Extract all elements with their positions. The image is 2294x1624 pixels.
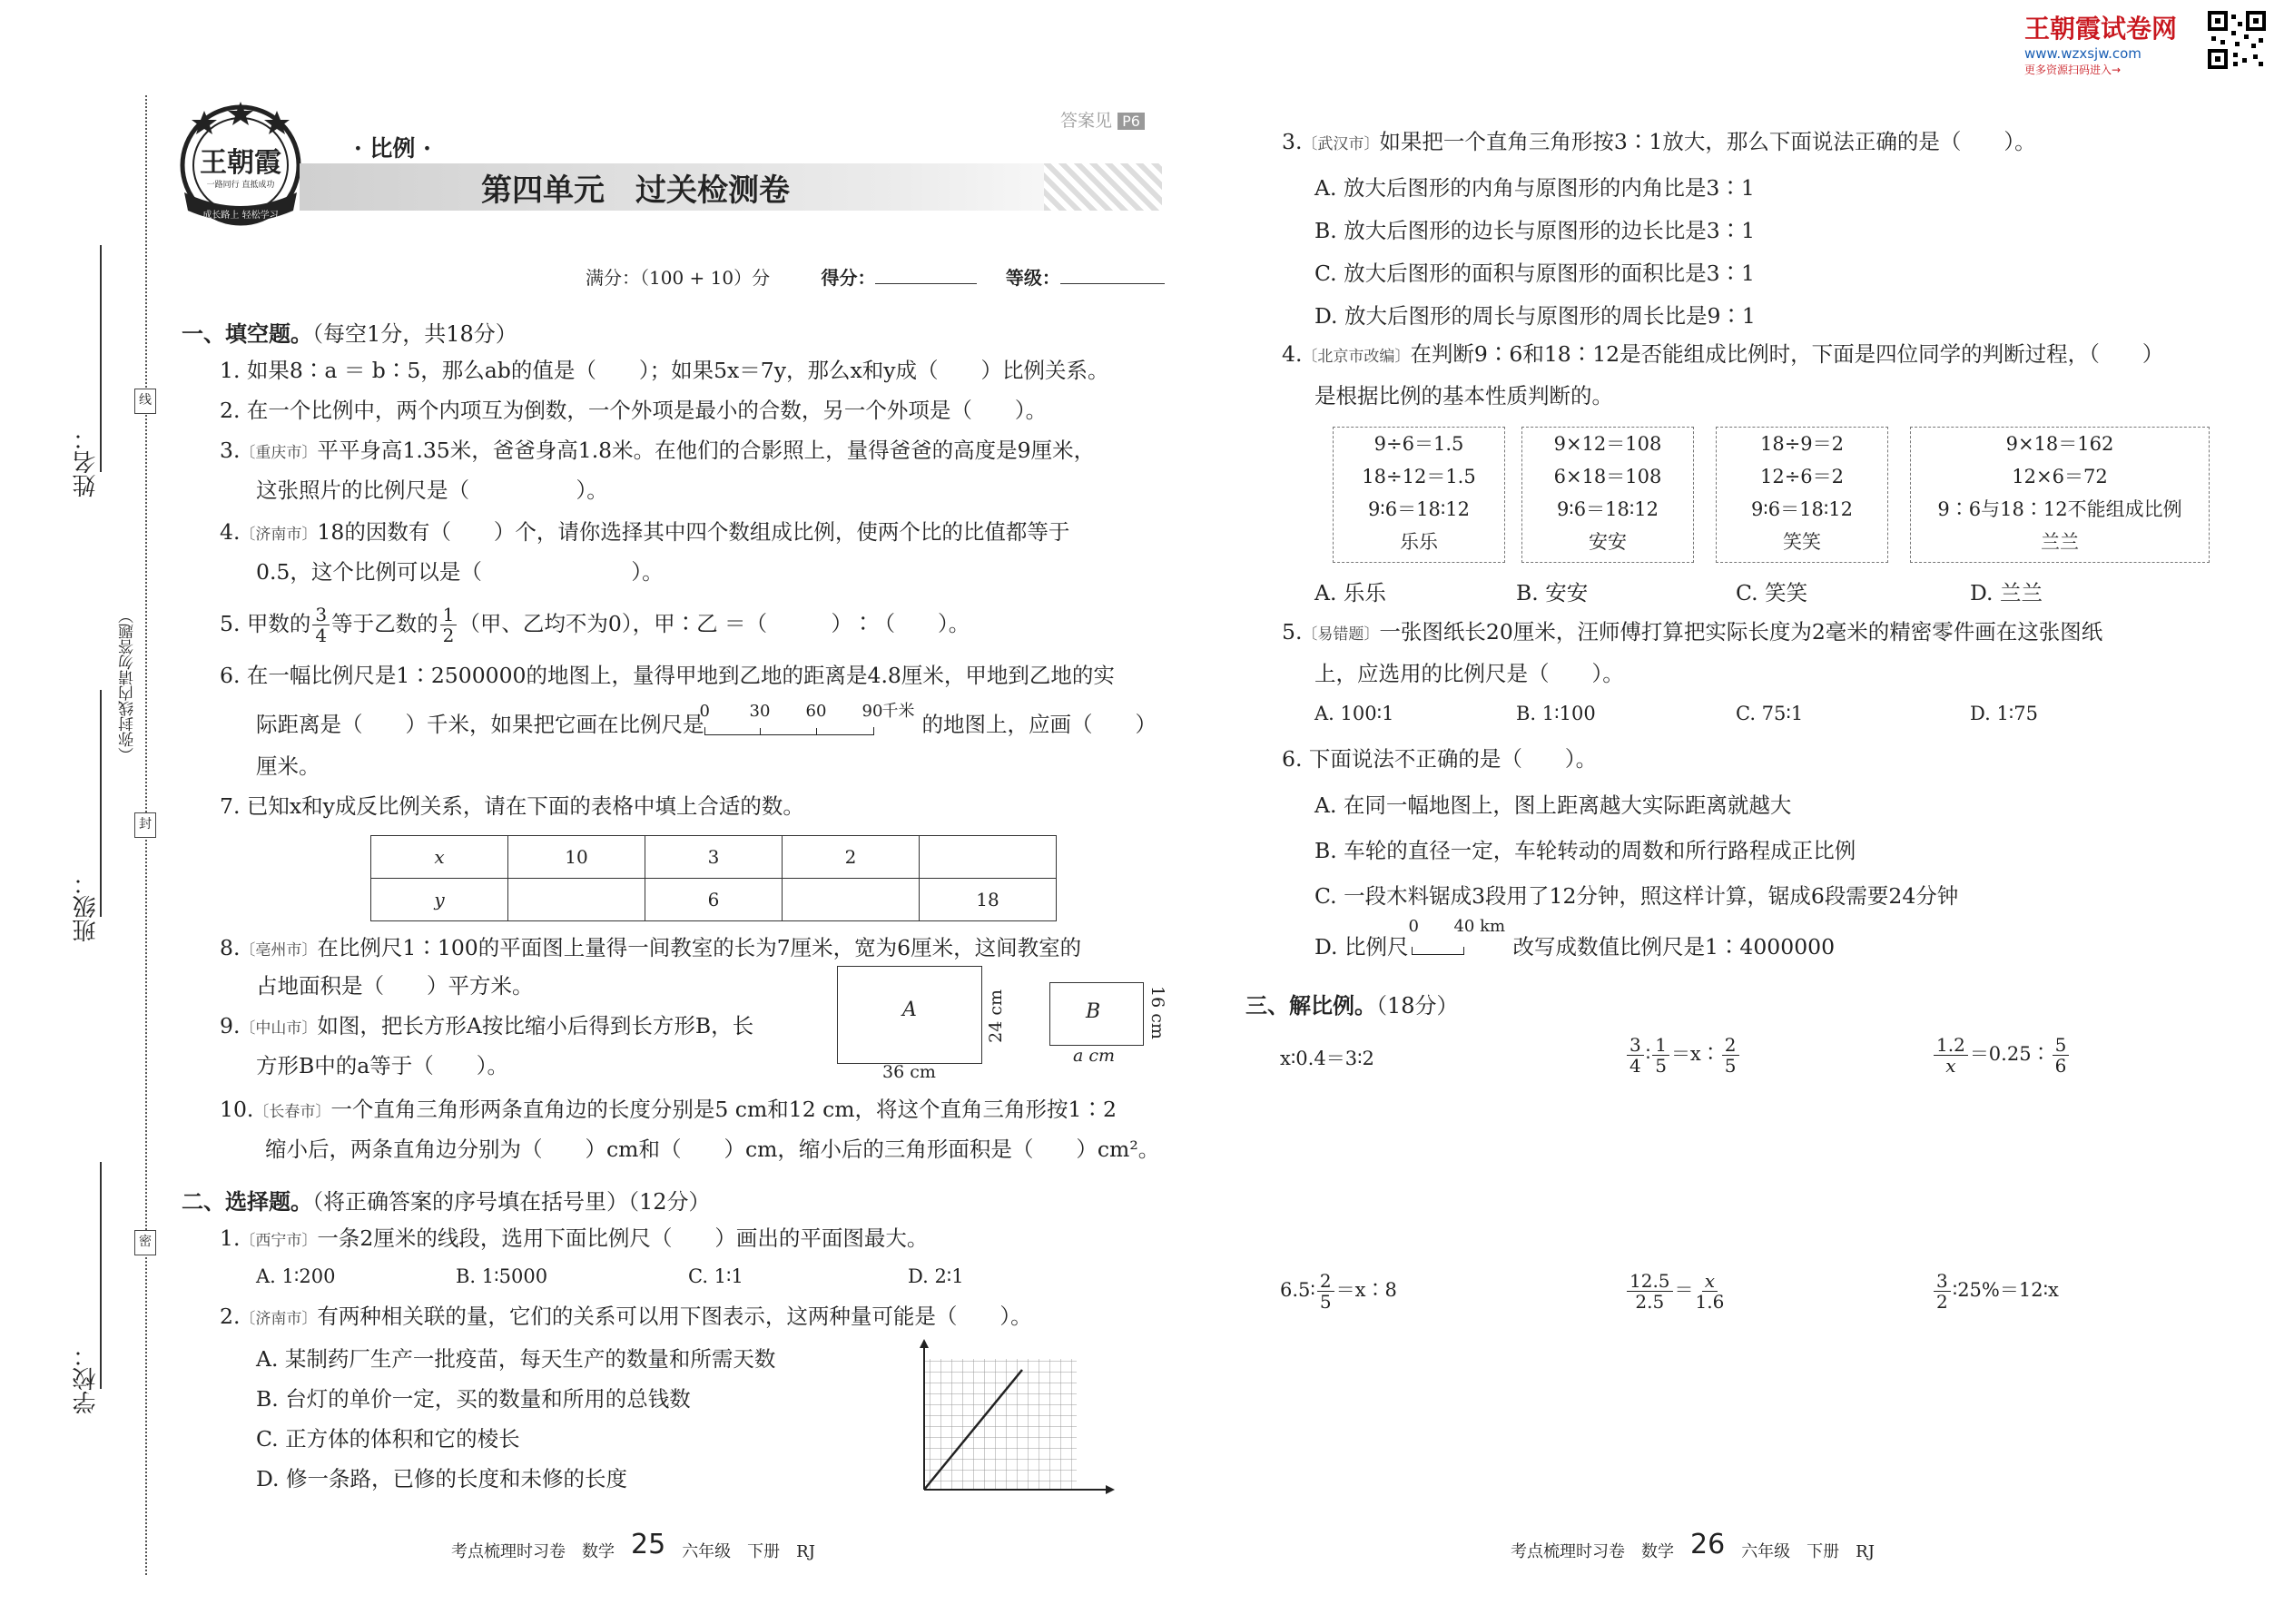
box-line: 6×18＝108 [1553,466,1662,487]
s2-q6-d-pre: D. 比例尺 [1314,934,1409,960]
s2-q4-opt-d[interactable]: D. 兰兰 [1970,580,2043,605]
s1-q5-post: （甲、乙均不为0），甲∶乙 ＝（ ）∶（ ）。 [458,611,970,636]
s2-q4: 4.〔北京市改编〕在判断9∶6和18∶12是否能组成比例时，下面是四位同学的判断过程，（ ） [1282,341,2164,367]
frac-num: 12.5 [1627,1271,1673,1292]
frac [1627,1271,1673,1312]
box-student-name: 兰兰 [2041,531,2079,553]
s1-q3: 3.〔重庆市〕平平身高1.35米，爸爸身高1.8米。在他们的合影照上，量得爸爸的高度是9厘米， [220,438,1096,463]
answer-ref-page: P6 [1117,113,1145,130]
frac-den: x [1945,1055,1956,1077]
s1-q9: 9.〔中山市〕如图，把长方形A按比缩小后得到长方形B，长 [220,1013,754,1038]
s1-q7: 7. 已知x和y成反比例关系，请在下面的表格中填上合适的数。 [220,793,804,819]
s2-q4-opt-a[interactable]: A. 乐乐 [1314,580,1386,605]
footer-right-suffix: 六年级 下册 RJ [1741,1542,1875,1561]
grade-field[interactable] [1060,283,1165,284]
s1-q6-post: 的地图上，应画（ ） [921,712,1157,737]
table-cell: 6 [645,879,783,921]
logo-ribbon [177,207,304,221]
rect-b-label: B [1086,1000,1101,1023]
s2-q5-cont: 上，应选用的比例尺是（ ）。 [1314,661,1624,686]
score-line [586,263,1165,290]
s1-q6-end: 厘米。 [256,753,320,779]
frac-num: 2 [1722,1035,1739,1056]
box-student-name: 乐乐 [1400,531,1438,553]
brand-tagline: 更多资源扫码进入→ [2024,64,2122,76]
box-line: 9∶6＝18∶12 [1750,498,1854,520]
frac [2053,1035,2070,1076]
frac-num: 5 [2053,1035,2070,1056]
section3-title-text: 三、解比例。 [1245,992,1376,1019]
box-line: 12×6＝72 [2012,466,2108,487]
s2-q1-opt-d[interactable]: D. 2∶1 [908,1265,964,1287]
rect-b-height: 16 cm [1147,986,1167,1039]
table-cell[interactable] [508,879,645,921]
frac-num: 3 [1627,1035,1644,1056]
s1-q4-tag: 〔济南市〕 [240,526,318,544]
s1-q5-pre: 5. 甲数的 [220,611,311,636]
page-number-left: 25 [631,1529,666,1560]
eq-2-mid: ＝x∶ [1670,1043,1720,1065]
answer-ref [1060,107,1145,132]
name-label: 姓名： [73,427,100,497]
table-cell: 10 [508,836,645,879]
s1-q8: 8.〔亳州市〕在比例尺1∶100的平面图上量得一间教室的长为7厘米，宽为6厘米，这间教室的 [220,935,1082,960]
s2-q5-tag: 〔易错题〕 [1302,625,1380,644]
frac-num: 2 [1317,1271,1334,1292]
qr-code-icon[interactable] [2208,11,2266,69]
section1-title-text: 一、填空题。 [182,320,312,347]
footer-right [1511,1529,1875,1564]
s2-q3-opt-c[interactable]: C. 放大后图形的面积与原图形的面积比是3∶1 [1314,261,1755,286]
eq-5: $\frac{12.5}{2.5}$ ＝ $\frac{x}{1.6}$ [1625,1271,1726,1312]
rect-b-width: a cm [1073,1046,1116,1066]
eq-6-post: ∶25%＝12∶x [1952,1279,2059,1301]
frac [1722,1035,1739,1076]
frac-den: 5 [1724,1055,1737,1077]
s2-q6: 6. 下面说法不正确的是（ ）。 [1282,746,1598,772]
score-field[interactable] [875,283,977,284]
s2-q2-opt-a[interactable]: A. 某制药厂生产一批疫苗，每天生产的数量和所需天数 [256,1346,776,1372]
footer-left [451,1529,815,1564]
eq-4-pre: 6.5∶ [1280,1279,1315,1301]
table-cell: x [371,836,508,879]
s2-q4-opt-c[interactable]: C. 笑笑 [1736,580,1808,605]
box-student-name: 笑笑 [1783,531,1821,553]
frac-num: 3 [1934,1271,1951,1292]
box-line: 9∶6与18∶12不能组成比例 [1937,498,2182,520]
logo-badge [177,102,304,229]
box-student-name: 安安 [1589,531,1627,553]
answer-ref-label: 答案见 [1060,111,1113,131]
logo-ribbon-right: 轻松学习 [241,211,279,221]
table-cell[interactable] [783,879,920,921]
frac [1934,1035,1968,1076]
s2-q6-opt-b[interactable]: B. 车轮的直径一定，车轮转动的周数和所行路程成正比例 [1314,838,1856,863]
s1-q4: 4.〔济南市〕18的因数有（ ）个，请你选择其中四个数组成比例，使两个比的比值都等于 [220,519,1070,545]
s2-q3-text: 如果把一个直角三角形按3∶1放大，那么下面说法正确的是（ ）。 [1379,129,2036,154]
s2-q1-opt-a[interactable]: A. 1∶200 [256,1265,336,1287]
frac [1652,1035,1669,1076]
s1-q10-tag: 〔长春市〕 [253,1103,331,1121]
s1-q8-text: 在比例尺1∶100的平面图上量得一间教室的长为7厘米，宽为6厘米，这间教室的 [317,935,1082,960]
s2-q6-opt-d[interactable] [1314,917,1836,960]
frac-num: 3 [312,605,330,625]
s1-q5-fraction-1 [312,605,330,645]
frac-den: 2.5 [1635,1291,1665,1313]
banner-checker [1044,163,1162,211]
s1-q2: 2. 在一个比例中，两个内项互为倒数，一个外项是最小的合数，另一个外项是（ ）。 [220,398,1048,423]
s2-q4-cont: 是根据比例的基本性质判断的。 [1314,383,1613,408]
table-cell: 18 [920,879,1057,921]
box-line: 9∶6＝18∶12 [1556,498,1659,520]
s2-q2-opt-c[interactable]: C. 正方体的体积和它的棱长 [256,1426,520,1452]
section3-title [1245,988,1459,1019]
seal-char-line: 线 [134,389,156,414]
box-line: 12÷6＝2 [1759,466,1845,487]
s2-q3-opt-b[interactable]: B. 放大后图形的边长与原图形的边长比是3∶1 [1314,218,1756,243]
s2-q6-opt-c[interactable]: C. 一段木料锯成3段用了12分钟，照这样计算，锯成6段需要24分钟 [1314,883,1959,909]
eq-3-mid: ＝0.25∶ [1969,1043,2051,1065]
s2-q5-opt-d[interactable]: D. 1∶75 [1970,703,2038,724]
frac-den: 4 [1629,1055,1641,1077]
scale-tick-40km: 40 km [1453,917,1506,936]
box-line: 9∶6＝18∶12 [1367,498,1471,520]
footer-left-prefix: 考点梳理时习卷 数学 [451,1542,615,1561]
page-number-right: 26 [1690,1529,1726,1560]
scale-tick-0: 0 [699,702,710,721]
frac-den: 1.6 [1695,1291,1725,1313]
scale-tick-90: 90 [861,702,883,721]
xy-table [370,835,1057,921]
s2-q5-text: 一张图纸长20厘米，汪师傅打算把实际长度为2毫米的精密零件画在这张图纸 [1379,619,2103,645]
table-cell[interactable] [920,836,1057,879]
s1-q9-tag: 〔中山市〕 [240,1019,318,1038]
frac-den: 5 [1319,1291,1332,1313]
s2-q5-opt-a[interactable]: A. 100∶1 [1314,703,1394,724]
s2-q4-opt-b[interactable]: B. 安安 [1516,580,1589,605]
s1-q8-cont: 占地面积是（ ）平方米。 [256,973,534,999]
eq-6 [1932,1271,2059,1312]
box-line: 9×18＝162 [2005,433,2114,455]
page-title: 第四单元 过关检测卷 [481,172,790,209]
s1-q5 [220,605,970,645]
s2-q2-opt-d[interactable]: D. 修一条路，已修的长度和未修的长度 [256,1466,627,1491]
frac [1934,1271,1951,1312]
s2-q2-text: 有两种相关联的量，它们的关系可以用下图表示，这两种量可能是（ ）。 [317,1304,1032,1329]
s1-q10-cont: 缩小后，两条直角边分别为（ ）cm和（ ）cm，缩小后的三角形面积是（ ）cm²。 [265,1137,1160,1162]
section2-title [182,1184,711,1216]
eq-2: $\frac{3}{4}$ ∶ $\frac{1}{5}$ ＝x∶ $\frac{2}{5}$ [1625,1035,1741,1076]
s2-q4-tag: 〔北京市改编〕 [1302,348,1411,366]
s1-q6-cont [256,702,1157,739]
s2-q1-opt-b[interactable]: B. 1∶5000 [456,1265,548,1287]
s1-q6: 6. 在一幅比例尺是1∶2500000的地图上，量得甲地到乙地的距离是4.8厘米，甲地到乙地的实 [220,663,1115,688]
frac-den: 2 [1936,1291,1948,1313]
s2-q5: 5.〔易错题〕一张图纸长20厘米，汪师傅打算把实际长度为2毫米的精密零件画在这张图纸 [1282,619,2103,645]
s1-q9-text: 如图，把长方形A按比缩小后得到长方形B，长 [317,1013,754,1038]
table-cell: y [371,879,508,921]
table-cell: 2 [783,836,920,879]
frac-num: 1 [440,605,458,625]
rect-a-height: 24 cm [986,989,1006,1043]
s1-q5-mid: 等于乙数的 [331,611,438,636]
small-line-scale [1408,917,1512,957]
reasoning-box-xiaoxiao [1716,427,1888,563]
s2-q3-tag: 〔武汉市〕 [1302,135,1380,153]
line-scale [699,702,915,739]
box-line: 18÷12＝1.5 [1362,466,1476,487]
footer-left-suffix: 六年级 下册 RJ [682,1542,815,1561]
s2-q5-opt-b[interactable]: B. 1∶100 [1516,703,1596,724]
proportion-graph [908,1339,1117,1503]
frac-den: 6 [2054,1055,2067,1077]
box-line: 18÷9＝2 [1759,433,1845,455]
s1-q3-cont: 这张照片的比例尺是（ ）。 [256,477,608,503]
s1-q4-cont: 0.5，这个比例可以是（ ）。 [256,559,664,585]
logo-motto: 一路同行 直抵成功 [206,181,275,190]
section1-note: （每空1分，共18分） [312,321,517,347]
s2-q2-tag: 〔济南市〕 [240,1310,318,1328]
frac [1696,1271,1725,1312]
scale-tick-60: 60 [805,702,827,721]
s1-q10: 10.〔长春市〕一个直角三角形两条直角边的长度分别是5 cm和12 cm，将这个直角三角形按1∶2 [220,1097,1117,1122]
s2-q2-opt-b[interactable]: B. 台灯的单价一定，买的数量和所用的总钱数 [256,1386,691,1412]
score-label: 得分： [821,267,876,289]
frac-den: 4 [315,625,328,646]
eq-4-post: ＝x∶8 [1335,1279,1397,1301]
reasoning-box-lele [1333,427,1505,563]
school-label: 学校： [73,1343,100,1414]
table-row-x [371,836,1057,879]
s1-q4-text: 18的因数有（ ）个，请你选择其中四个数组成比例，使两个比的比值都等于 [317,519,1070,545]
grade-label: 等级： [1005,267,1060,289]
s2-q3-opt-d[interactable]: D. 放大后图形的周长与原图形的周长比是9∶1 [1314,303,1756,329]
seal-char-secret: 密 [134,1230,156,1255]
s2-q6-opt-a[interactable]: A. 在同一幅地图上，图上距离越大实际距离就越大 [1314,792,1792,818]
s1-q6-pre: 际距离是（ ）千米，如果把它画在比例尺是 [256,712,704,737]
seal-char-seal: 封 [134,812,156,838]
footer-right-prefix: 考点梳理时习卷 数学 [1511,1542,1674,1561]
frac [1317,1271,1334,1312]
logo-ribbon-left: 成长路上 [202,211,240,221]
frac-num: 1.2 [1934,1035,1968,1056]
frac-num: x [1702,1271,1718,1292]
reasoning-box-anan [1521,427,1694,563]
topic-label: · 比例 · [354,135,431,162]
rect-a-width: 36 cm [882,1062,936,1082]
eq-1: x∶0.4＝3∶2 [1280,1048,1374,1069]
box-line: 9÷6＝1.5 [1373,433,1464,455]
brand-block [2024,9,2206,77]
eq-4 [1280,1271,1397,1312]
rect-a-label: A [902,999,917,1021]
section3-note: （18分） [1376,993,1459,1019]
s2-q3: 3.〔武汉市〕如果把一个直角三角形按3∶1放大，那么下面说法正确的是（ ）。 [1282,129,2036,154]
s2-q2: 2.〔济南市〕有两种相关联的量，它们的关系可以用下图表示，这两种量可能是（ ）。 [220,1304,1032,1329]
section2-title-text: 二、选择题。 [182,1188,312,1215]
s1-q1: 1. 如果8∶a ＝ b∶5，那么ab的值是（ ）；如果5x＝7y，那么x和y成（ ）比例关系。 [220,358,1109,383]
frac [1627,1035,1644,1076]
scale-tick-0: 0 [1408,917,1419,936]
frac-num: 1 [1652,1035,1669,1056]
s2-q1-opt-c[interactable]: C. 1∶1 [688,1265,743,1287]
logo-name: 王朝霞 [200,147,281,179]
scale-tick-30: 30 [749,702,771,721]
table-cell: 3 [645,836,783,879]
scale-unit: 千米 [881,702,915,721]
frac-den: 2 [442,625,455,646]
s2-q4-text: 在判断9∶6和18∶12是否能组成比例时，下面是四位同学的判断过程，（ ） [1410,341,2164,367]
s1-q5-fraction-2 [440,605,458,645]
eq-3 [1932,1035,2071,1076]
section2-note: （将正确答案的序号填在括号里）（12分） [312,1189,711,1215]
section1-title [182,316,517,348]
reasoning-box-lanlan [1910,427,2210,563]
s1-q9-cont: 方形B中的a等于（ ）。 [256,1053,509,1078]
box-line: 9×12＝108 [1553,433,1662,455]
brand-name: 王朝霞试卷网 [2024,14,2178,44]
s2-q5-opt-c[interactable]: C. 75∶1 [1736,703,1804,724]
table-row-y [371,879,1057,921]
s1-q10-text: 一个直角三角形两条直角边的长度分别是5 cm和12 cm，将这个直角三角形按1∶2 [330,1097,1117,1122]
s1-q8-tag: 〔亳州市〕 [240,941,318,960]
class-label: 班级： [73,871,100,942]
s2-q1-text: 一条2厘米的线段，选用下面比例尺（ ）画出的平面图最大。 [317,1225,929,1251]
s1-q3-text: 平平身高1.35米，爸爸身高1.8米。在他们的合影照上，量得爸爸的高度是9厘米， [317,438,1096,463]
s2-q1-tag: 〔西宁市〕 [240,1232,318,1250]
frac-den: 5 [1655,1055,1667,1077]
s2-q6-d-post: 改写成数值比例尺是1∶4000000 [1512,934,1836,960]
brand-url[interactable]: www.wzxsjw.com [2024,45,2141,62]
seal-notice: （弥封线内请勿答题） [119,608,137,763]
s2-q3-opt-a[interactable]: A. 放大后图形的内角与原图形的内角比是3∶1 [1314,175,1755,201]
s2-q1: 1.〔西宁市〕一条2厘米的线段，选用下面比例尺（ ）画出的平面图最大。 [220,1225,929,1251]
s1-q3-tag: 〔重庆市〕 [240,444,318,462]
full-score: 满分：（100 + 10）分 [586,267,771,289]
